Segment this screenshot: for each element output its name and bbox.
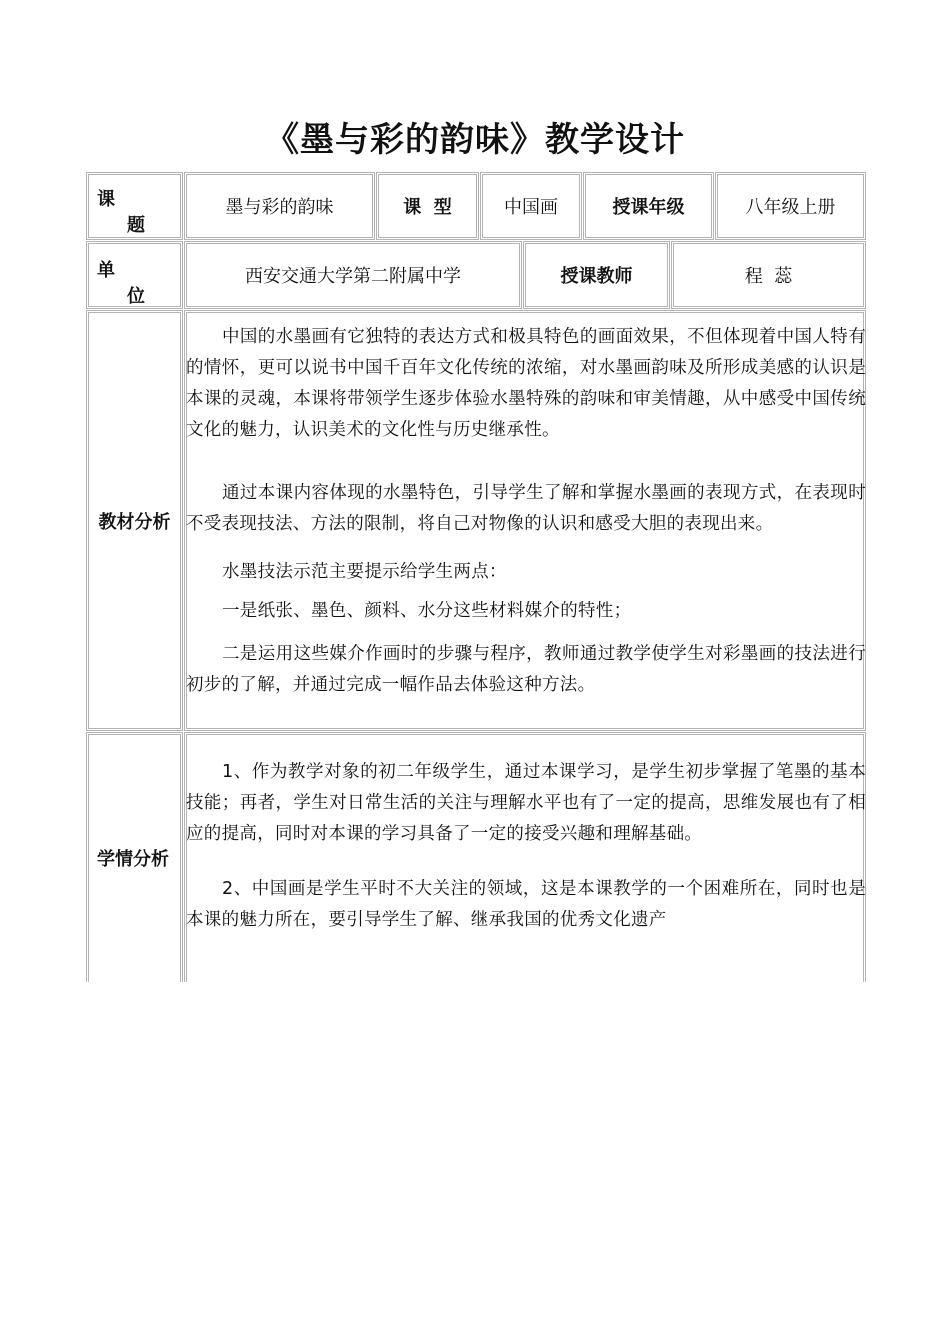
textbook-paragraph: 水墨技法示范主要提示给学生两点： (222, 562, 507, 582)
topic-value-cell (184, 172, 375, 240)
type-label: 课 型 (403, 197, 452, 218)
unit-label-bottom: 位 (127, 286, 145, 307)
textbook-label: 教材分析 (98, 511, 171, 533)
type-value-cell (480, 172, 582, 240)
page-title: 《墨与彩的韵味》教学设计 (265, 120, 685, 160)
teacher-label-cell (523, 241, 670, 309)
students-label: 学情分析 (97, 849, 169, 870)
students-paragraph: 1、作为教学对象的初二年级学生，通过本课学习，是学生初步掌握了笔墨的基本技能；再者，学生对日常生活的关注与理解水平也有了一定的提高，思维发展也有了相应的提高，同时对本课的学习具备了一定的接受兴趣和理解基础。 (186, 762, 866, 844)
type-value: 中国画 (504, 197, 558, 218)
teacher-value: 程 蕊 (744, 266, 793, 287)
unit-label-top: 单 (97, 260, 115, 281)
textbook-paragraph: 二是运用这些媒介作画时的步骤与程序，教师通过教学使学生对彩墨画的技法进行初步的了解，并通过完成一幅作品去体验这种方法。 (186, 644, 866, 695)
grade-value: 八年级上册 (745, 197, 836, 218)
topic-label-top: 课 (97, 189, 115, 210)
unit-value-cell (184, 241, 522, 309)
unit-label-cell (86, 241, 183, 309)
type-label-cell (376, 172, 479, 240)
teacher-label: 授课教师 (560, 266, 633, 287)
unit-value: 西安交通大学第二附属中学 (245, 266, 461, 287)
grade-value-cell (715, 172, 866, 240)
students-label-cell (86, 732, 183, 982)
grade-label-cell (583, 172, 714, 240)
teacher-value-cell (671, 241, 866, 309)
students-paragraph: 2、中国画是学生平时不大关注的领域，这是本课教学的一个困难所在，同时也是本课的魅力所在，要引导学生了解、继承我国的优秀文化遗产 (186, 879, 866, 930)
topic-label-cell (86, 172, 183, 240)
topic-value: 墨与彩的韵味 (225, 197, 334, 218)
textbook-label-cell (86, 310, 183, 731)
textbook-paragraph: 通过本课内容体现的水墨特色，引导学生了解和掌握水墨画的表现方式，在表现时不受表现技法、方法的限制，将自己对物像的认识和感受大胆的表现出来。 (186, 483, 866, 534)
textbook-paragraph: 中国的水墨画有它独特的表达方式和极具特色的画面效果，不但体现着中国人特有的情怀，更可以说书中国千百年文化传统的浓缩，对水墨画韵味及所形成美感的认识是本课的灵魂，本课将带领学生逐步体验水墨特殊的韵味和审美情趣，从中感受中国传统文化的魅力，认识美术的文化性与历史继承性。 (186, 327, 866, 440)
grade-label: 授课年级 (612, 197, 685, 218)
topic-label-bottom: 题 (127, 215, 145, 236)
textbook-paragraph: 一是纸张、墨色、颜料、水分这些材料媒介的特性； (222, 601, 632, 621)
